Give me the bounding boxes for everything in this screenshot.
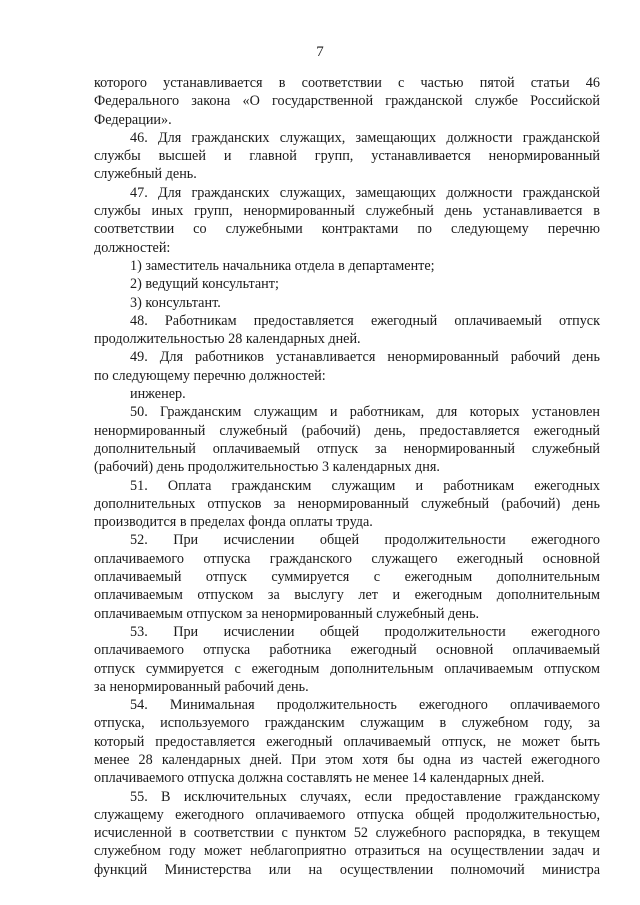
- text-line: службы иных групп, ненормированный служебный день устанавливается в: [94, 203, 600, 220]
- text-line: оплачиваемым отпуском за ненормированный служебный день.: [94, 605, 480, 622]
- text-line: 49. Для работников устанавливается ненормированный рабочий день: [130, 349, 600, 366]
- text-line: по следующему перечню должностей:: [94, 367, 326, 384]
- text-line: который предоставляется ежегодный оплачиваемый отпуск, не может быть: [94, 733, 600, 750]
- text-line: 3) консультант.: [130, 294, 221, 311]
- text-line: дополнительный оплачиваемый отпуск за ненормированный служебный: [94, 440, 600, 457]
- text-line: 53. При исчислении общей продолжительности ежегодного: [130, 623, 600, 640]
- text-line: 52. При исчислении общей продолжительности ежегодного: [130, 532, 600, 549]
- text-line: соответствии со служебными контрактами по следующему перечню: [94, 221, 600, 238]
- document-body: [94, 74, 600, 879]
- text-line: оплачиваемого отпуска должна составлять не менее 14 календарных дней.: [94, 770, 545, 787]
- text-line: 55. В исключительных случаях, если предоставление гражданскому: [130, 788, 600, 805]
- text-line: менее 28 календарных дней. При этом хотя бы одна из частей ежегодного: [94, 751, 600, 768]
- text-line: функций Министерства или на осуществлении полномочий министра: [94, 861, 600, 878]
- text-line: инженер.: [130, 386, 186, 403]
- text-line: 50. Гражданским служащим и работникам, для которых установлен: [130, 404, 600, 421]
- text-line: отпуска, используемого гражданским служащим в служебном году, за: [94, 715, 600, 732]
- text-line: 47. Для гражданских служащих, замещающих должности гражданской: [130, 184, 600, 201]
- text-line: Федерации».: [94, 111, 172, 128]
- text-line: продолжительностью 28 календарных дней.: [94, 331, 361, 348]
- text-line: должностей:: [94, 239, 171, 256]
- text-line: Федерального закона «О государственной гражданской службе Российской: [94, 93, 600, 110]
- text-line: оплачиваемым отпуском за выслугу лет и ежегодным дополнительным: [94, 587, 600, 604]
- text-line: служащему ежегодного оплачиваемого отпуска общей продолжительностью,: [94, 806, 600, 823]
- text-line: оплачиваемый отпуск суммируется с ежегодным дополнительным: [94, 569, 600, 586]
- text-line: службы высшей и главной групп, устанавливается ненормированный: [94, 148, 600, 165]
- text-line: которого устанавливается в соответствии с частью пятой статьи 46: [94, 75, 600, 91]
- text-line: 51. Оплата гражданским служащим и работникам ежегодных: [130, 477, 600, 494]
- page-number: 7: [316, 44, 324, 60]
- text-line: служебный день.: [94, 166, 197, 183]
- text-line: дополнительных отпусков за ненормированный служебный (рабочий) день: [94, 495, 600, 512]
- text-line: отпуск суммируется с ежегодным дополнительным оплачиваемым отпуском: [94, 660, 600, 677]
- text-line: 48. Работникам предоставляется ежегодный оплачиваемый отпуск: [130, 312, 600, 329]
- text-line: 1) заместитель начальника отдела в департаменте;: [130, 257, 435, 274]
- text-line: ненормированный служебный (рабочий) день, предоставляется ежегодный: [94, 422, 600, 439]
- text-line: оплачиваемого отпуска гражданского служащего ежегодный основной: [94, 550, 600, 567]
- text-line: 54. Минимальная продолжительность ежегодного оплачиваемого: [130, 697, 600, 714]
- text-line: (рабочий) день продолжительностью 3 календарных дня.: [94, 459, 440, 476]
- text-line: производится в пределах фонда оплаты труда.: [94, 514, 373, 531]
- text-line: исчисленной в соответствии с пунктом 52 служебного распорядка, в текущем: [94, 825, 600, 842]
- text-line: оплачиваемого отпуска работника ежегодный основной оплачиваемый: [94, 642, 600, 659]
- text-line: за ненормированный рабочий день.: [94, 678, 309, 695]
- text-line: 46. Для гражданских служащих, замещающих должности гражданской: [130, 129, 600, 146]
- text-line: служебном году может неблагоприятно отразиться на осуществлении задач и: [94, 843, 600, 860]
- text-line: 2) ведущий консультант;: [130, 276, 279, 293]
